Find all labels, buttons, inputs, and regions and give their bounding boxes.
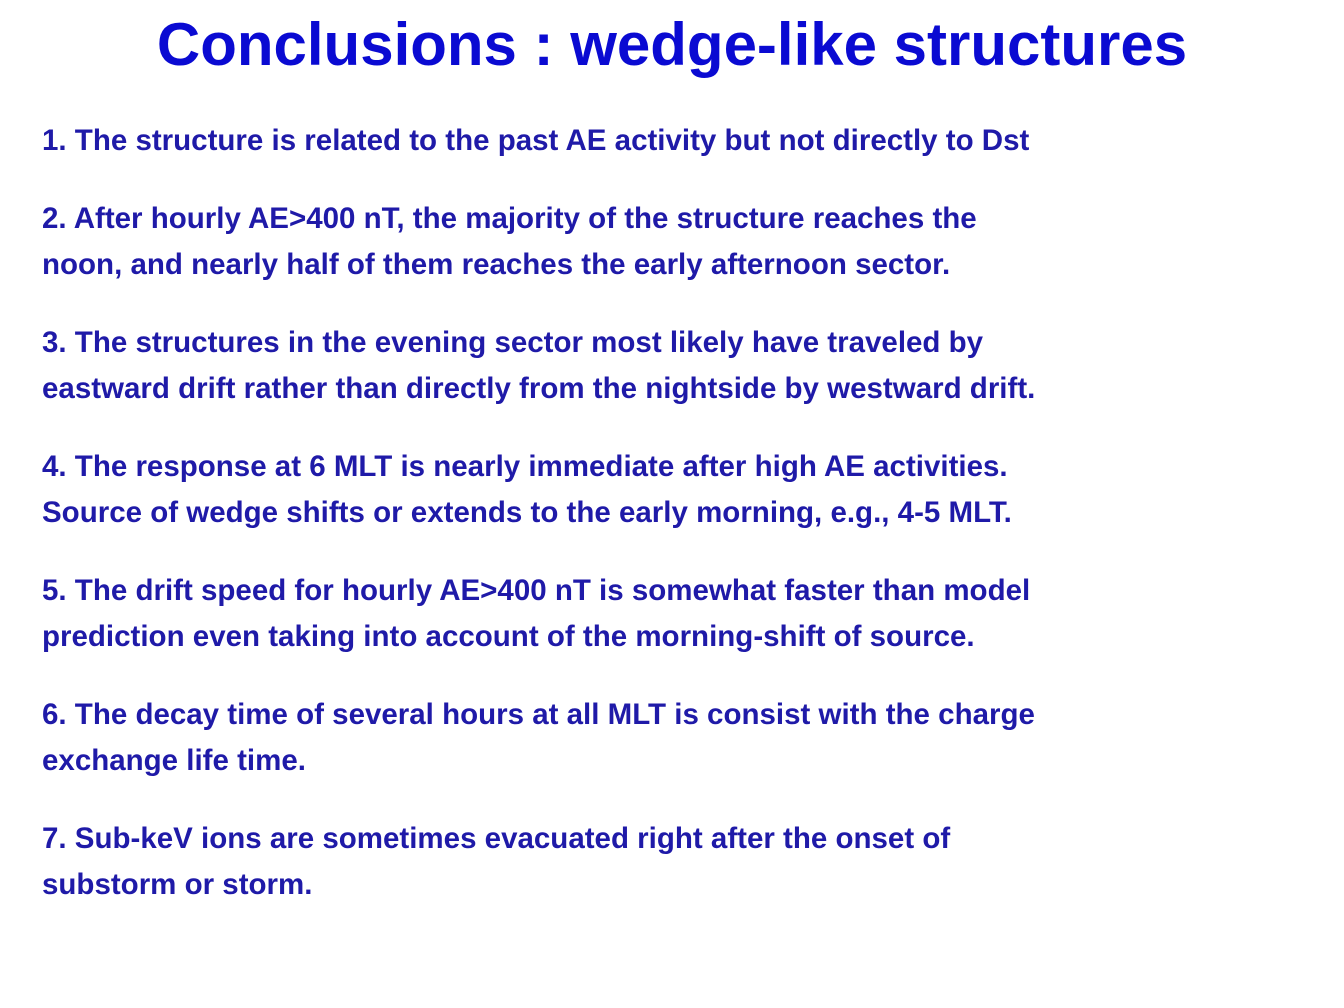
conclusion-item-5 <box>42 568 1332 660</box>
slide-title: Conclusions : wedge-like structures <box>156 11 1188 78</box>
conclusion-item-3 <box>42 320 1332 412</box>
conclusion-7-line-2: substorm or storm. <box>42 868 313 901</box>
conclusion-7-line-1: 7. Sub-keV ions are sometimes evacuated right after the onset of <box>42 822 951 855</box>
conclusion-6-line-1: 6. The decay time of several hours at all MLT is consist with the charge <box>42 698 1035 731</box>
conclusion-6-line-2: exchange life time. <box>42 744 306 777</box>
conclusion-2-line-2: noon, and nearly half of them reaches the early afternoon sector. <box>42 248 951 281</box>
conclusion-item-6 <box>42 692 1332 784</box>
conclusion-2-line-1: 2. After hourly AE>400 nT, the majority of the structure reaches the <box>42 202 977 235</box>
conclusion-item-7 <box>42 816 1332 908</box>
conclusion-item-1 <box>42 118 1332 164</box>
conclusion-3-line-1: 3. The structures in the evening sector most likely have traveled by <box>42 326 984 359</box>
conclusion-1-line-1: 1. The structure is related to the past AE activity but not directly to Dst <box>42 124 1030 157</box>
conclusion-4-line-2: Source of wedge shifts or extends to the early morning, e.g., 4-5 MLT. <box>42 496 1012 529</box>
conclusion-3-line-2: eastward drift rather than directly from the nightside by westward drift. <box>42 372 1036 405</box>
conclusion-item-4 <box>42 444 1332 536</box>
conclusion-4-line-1: 4. The response at 6 MLT is nearly immediate after high AE activities. <box>42 450 1008 483</box>
conclusions-list <box>42 118 1332 940</box>
conclusion-5-line-1: 5. The drift speed for hourly AE>400 nT is somewhat faster than model <box>42 574 1031 607</box>
conclusion-5-line-2: prediction even taking into account of the morning-shift of source. <box>42 620 975 653</box>
conclusion-item-2 <box>42 196 1332 288</box>
